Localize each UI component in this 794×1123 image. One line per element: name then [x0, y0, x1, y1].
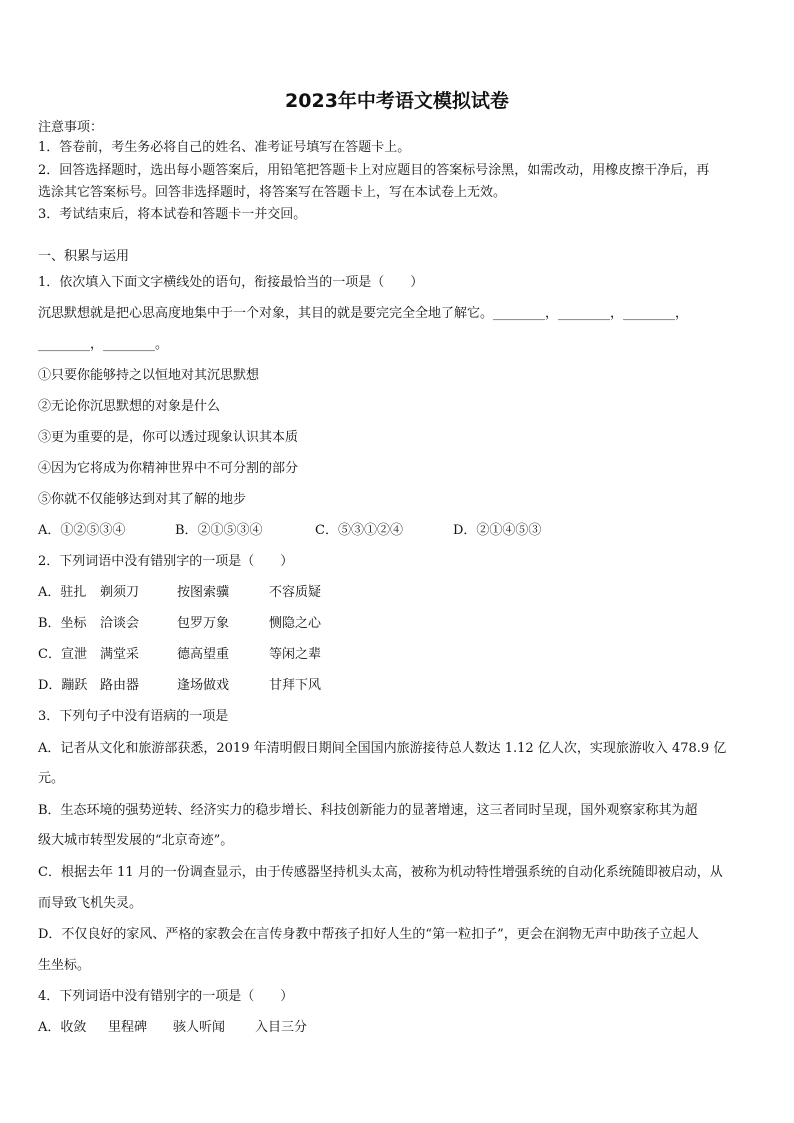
question-2-option-row [38, 677, 758, 695]
question-3-option-line: D．不仅良好的家风、严格的家教会在言传身教中帮孩子扣好人生的“第一粒扣子”，更会在润物无声中助孩子立起人 [38, 927, 699, 942]
question-3-option-line: B．生态环境的强势逆转、经济实力的稳步增长、科技创新能力的显著增速，这三者同时呈现，国外观察家称其为超 [38, 803, 698, 818]
word: 甘拜下风 [269, 678, 322, 693]
word: 路由器 [100, 678, 140, 693]
word: 剃须刀 [100, 585, 140, 600]
note-item: 1．答卷前，考生务必将自己的姓名、准考证号填写在答题卡上。 [38, 140, 411, 155]
question-2-stem: 2．下列词语中没有错别字的一项是（ ） [38, 554, 294, 569]
note-item: 3．考试结束后，将本试卷和答题卡一并交回。 [38, 207, 307, 222]
question-3-option-line: A．记者从文化和旅游部获悉，2019 年清明假日期间全国国内旅游接待总人数达 1.12 亿人次，实现旅游收入 478.9 亿 [38, 741, 727, 756]
word: 逢场做戏 [177, 678, 230, 693]
question-4-option-row [38, 1019, 758, 1037]
question-1-sentence: ①只要你能够持之以恒地对其沉思默想 [38, 368, 260, 383]
word: 入目三分 [255, 1020, 308, 1035]
question-1-passage: ________，________。 [38, 337, 169, 352]
question-3-option-line: 生坐标。 [38, 958, 91, 973]
question-1-options [38, 522, 758, 540]
notes-heading: 注意事项： [38, 120, 104, 135]
question-3-stem: 3．下列句子中没有语病的一项是 [38, 709, 229, 724]
note-item: 选涂其它答案标号。回答非选择题时，将答案写在答题卡上，写在本试卷上无效。 [38, 185, 507, 200]
word: A．驻扎 [38, 585, 87, 600]
option-c: C．⑤③①②④ [315, 523, 403, 538]
word: 里程碑 [108, 1020, 148, 1035]
question-1-stem: 1．依次填入下面文字横线处的语句，衔接最恰当的一项是（ ） [38, 275, 424, 290]
question-3-option-line: 而导致飞机失灵。 [38, 896, 143, 911]
option-d: D．②①④⑤③ [453, 523, 542, 538]
question-1-sentence: ④因为它将成为你精神世界中不可分割的部分 [38, 461, 299, 476]
question-3-option-line: 级大城市转型发展的“北京奇迹”。 [38, 833, 234, 848]
question-2-option-row [38, 584, 758, 602]
question-1-sentence: ③更为重要的是，你可以透过现象认识其本质 [38, 430, 299, 445]
section-heading: 一、积累与运用 [38, 249, 130, 264]
word: 洽谈会 [100, 616, 140, 631]
question-1-sentence: ②无论你沉思默想的对象是什么 [38, 399, 221, 414]
word: 满堂采 [100, 647, 140, 662]
page-title: 2023年中考语文模拟试卷 [285, 90, 509, 112]
word: 恻隐之心 [269, 616, 322, 631]
word: D．蹦跃 [38, 678, 88, 693]
question-1-passage: 沉思默想就是把心思高度地集中于一个对象，其目的就是要完完全全地了解它。________，________，________， [38, 306, 689, 321]
note-item: 2．回答选择题时，选出每小题答案后，用铅笔把答题卡上对应题目的答案标号涂黑，如需改动，用橡皮擦干净后，再 [38, 163, 710, 178]
question-3-option-line: C．根据去年 11 月的一份调查显示，由于传感器坚持机头太高，被称为机动特性增强系统的自动化系统随即被启动，从 [38, 865, 723, 880]
word: C．宣泄 [38, 647, 87, 662]
word: 德高望重 [177, 647, 230, 662]
word: B．坐标 [38, 616, 87, 631]
word: 包罗万象 [177, 616, 230, 631]
word: 按图索骥 [177, 585, 230, 600]
question-1-sentence: ⑤你就不仅能够达到对其了解的地步 [38, 492, 247, 507]
question-2-option-row [38, 615, 758, 633]
question-3-option-line: 元。 [38, 771, 65, 786]
question-2-option-row [38, 646, 758, 664]
question-4-stem: 4．下列词语中没有错别字的一项是（ ） [38, 989, 294, 1004]
word: 骇人听闻 [173, 1020, 226, 1035]
option-a: A．①②⑤③④ [38, 523, 126, 538]
word: 等闲之辈 [269, 647, 322, 662]
option-b: B．②①⑤③④ [175, 523, 263, 538]
word: 不容质疑 [269, 585, 322, 600]
word: A．收敛 [38, 1020, 87, 1035]
